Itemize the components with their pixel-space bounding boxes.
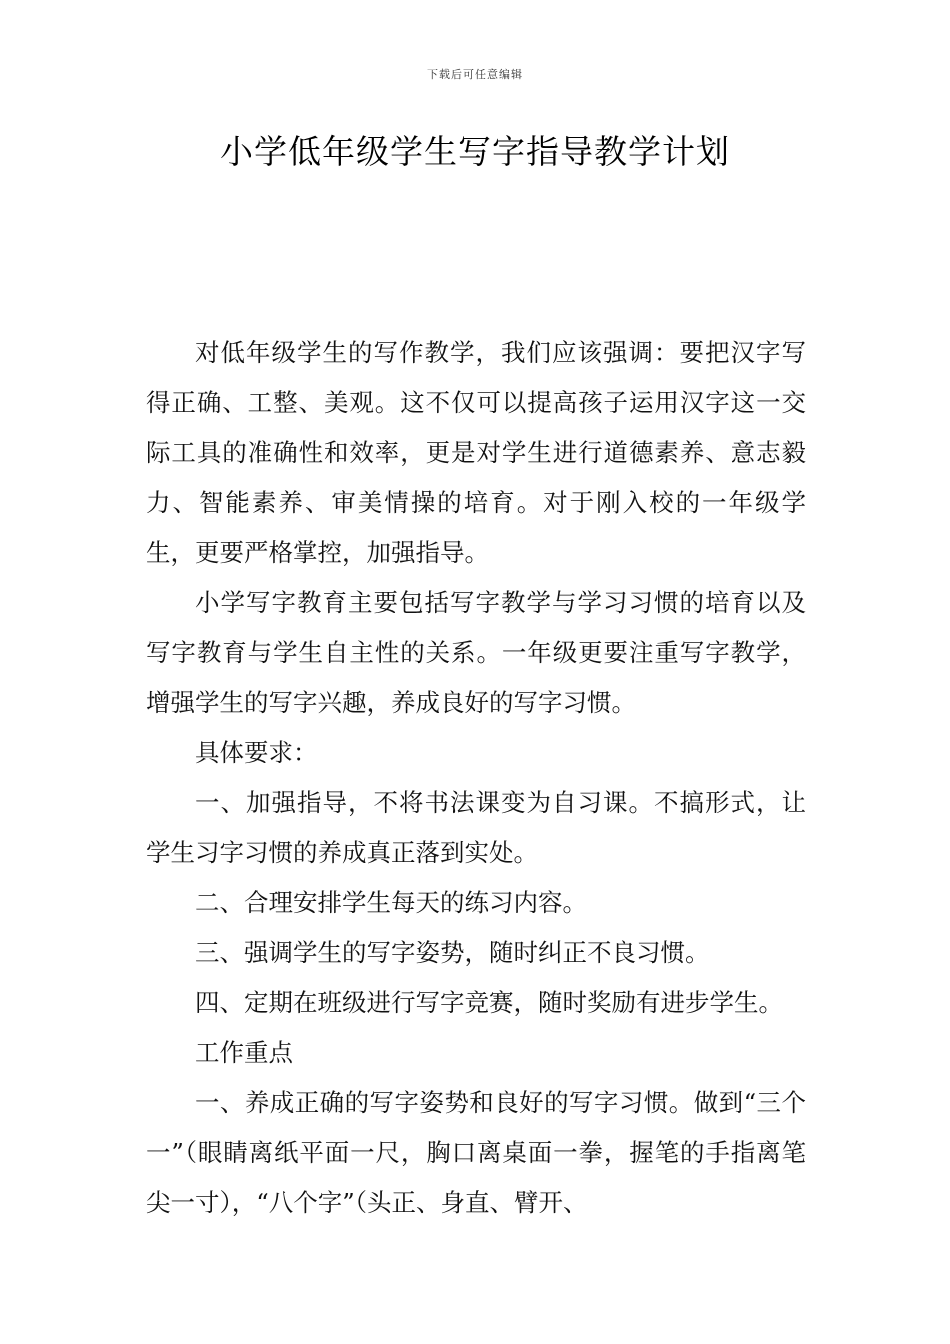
paragraph-requirements-heading: 具体要求： — [195, 738, 318, 767]
paragraph-scope: 小学写字教育主要包括写字教学与学习习惯的培育以及写字教育与学生自主性的关系。一年级更要注重写字教学，增强学生的写字兴趣，养成良好的写字习惯。 — [146, 588, 806, 717]
paragraph-requirement-3: 三、强调学生的写字姿势，随时纠正不良习惯。 — [195, 938, 710, 967]
paragraph-intro: 对低年级学生的写作教学，我们应该强调：要把汉字写得正确、工整、美观。这不仅可以提高孩子运用汉字这一交际工具的准确性和效率，更是对学生进行道德素养、意志毅力、智能素养、审美情操的培育。对于刚入校的一年级学生，更要严格掌控，加强指导。 — [146, 338, 806, 567]
paragraph-requirement-2: 二、合理安排学生每天的练习内容。 — [195, 888, 587, 917]
document-body — [146, 328, 806, 1228]
paragraph-focus-heading: 工作重点 — [195, 1038, 293, 1067]
document-title: 小学低年级学生写字指导教学计划 — [220, 132, 730, 171]
header-note: 下载后可任意编辑 — [427, 68, 523, 81]
paragraph-requirement-4: 四、定期在班级进行写字竞赛，随时奖励有进步学生。 — [195, 988, 783, 1017]
paragraph-requirement-1: 一、加强指导，不将书法课变为自习课。不搞形式，让学生习字习惯的养成真正落到实处。 — [146, 788, 806, 867]
paragraph-focus-1: 一、养成正确的写字姿势和良好的写字习惯。做到“三个一”（眼睛离纸平面一尺，胸口离桌面一拳，握笔的手指离笔尖一寸），“八个字”（头正、身直、臂开、 — [146, 1088, 806, 1217]
